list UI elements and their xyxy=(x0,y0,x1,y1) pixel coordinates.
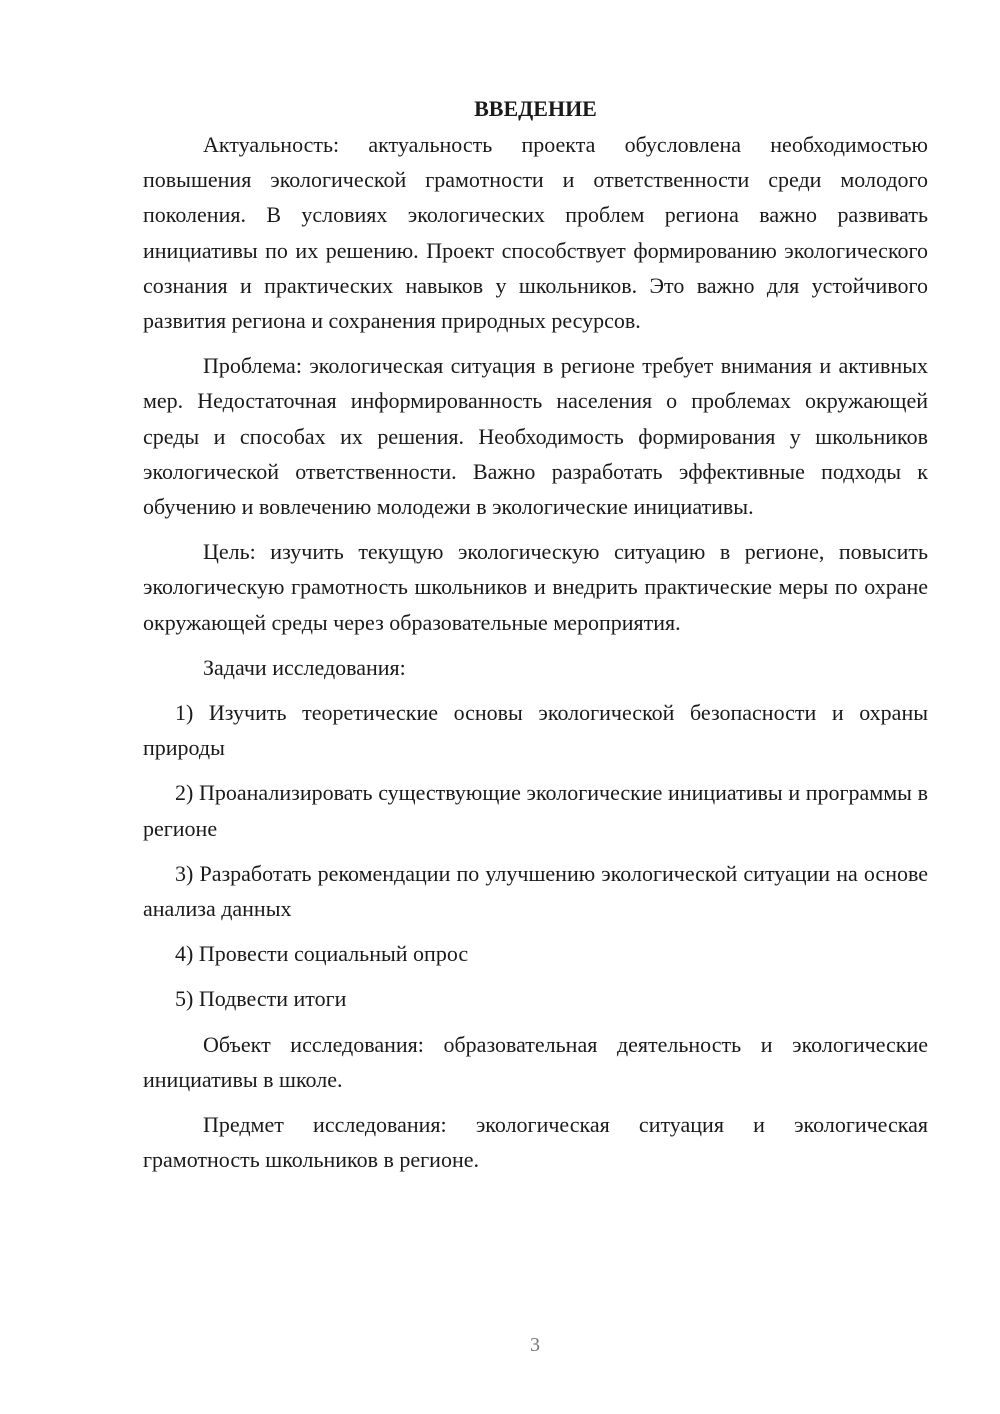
goal-paragraph: Цель: изучить текущую экологическую ситуацию в регионе, повысить экологическую грамотность школьников и внедрить практические меры по охране окружающей среды через образовательные мероприятия. xyxy=(143,539,928,635)
problem-paragraph: Проблема: экологическая ситуация в регионе требует внимания и активных мер. Недостаточная информированность населения о проблемах окружающей среды и способах их решения. Необходимость формирования у школьников экологической ответственности. Важно разработать эффективные подходы к обучению и вовлечению молодежи в экологические инициативы. xyxy=(143,353,928,520)
task-item-4: 4) Провести социальный опрос xyxy=(175,941,469,967)
page-number: 3 xyxy=(530,1334,540,1356)
relevance-paragraph: Актуальность: актуальность проекта обусловлена необходимостью повышения экологической грамотности и ответственности среди молодого поколения. В условиях экологических проблем региона важно развивать инициативы по их решению. Проект способствует формированию экологического сознания и практических навыков у школьников. Это важно для устойчивого развития региона и сохранения природных ресурсов. xyxy=(143,132,928,334)
document-title: ВВЕДЕНИЕ xyxy=(474,96,597,121)
task-item-3: 3) Разработать рекомендации по улучшению экологической ситуации на основе анализа данных xyxy=(143,860,928,922)
page-content xyxy=(143,94,928,1187)
research-subject-paragraph: Предмет исследования: экологическая ситуация и экологическая грамотность школьников в регионе. xyxy=(143,1112,928,1173)
tasks-heading: Задачи исследования: xyxy=(203,654,406,680)
task-item-2: 2) Проанализировать существующие экологические инициативы и программы в регионе xyxy=(143,780,928,841)
task-item-1: 1) Изучить теоретические основы экологической безопасности и охраны природы xyxy=(143,700,928,761)
research-object-paragraph: Объект исследования: образовательная деятельность и экологические инициативы в школе. xyxy=(143,1031,928,1092)
task-item-5: 5) Подвести итоги xyxy=(175,986,347,1012)
